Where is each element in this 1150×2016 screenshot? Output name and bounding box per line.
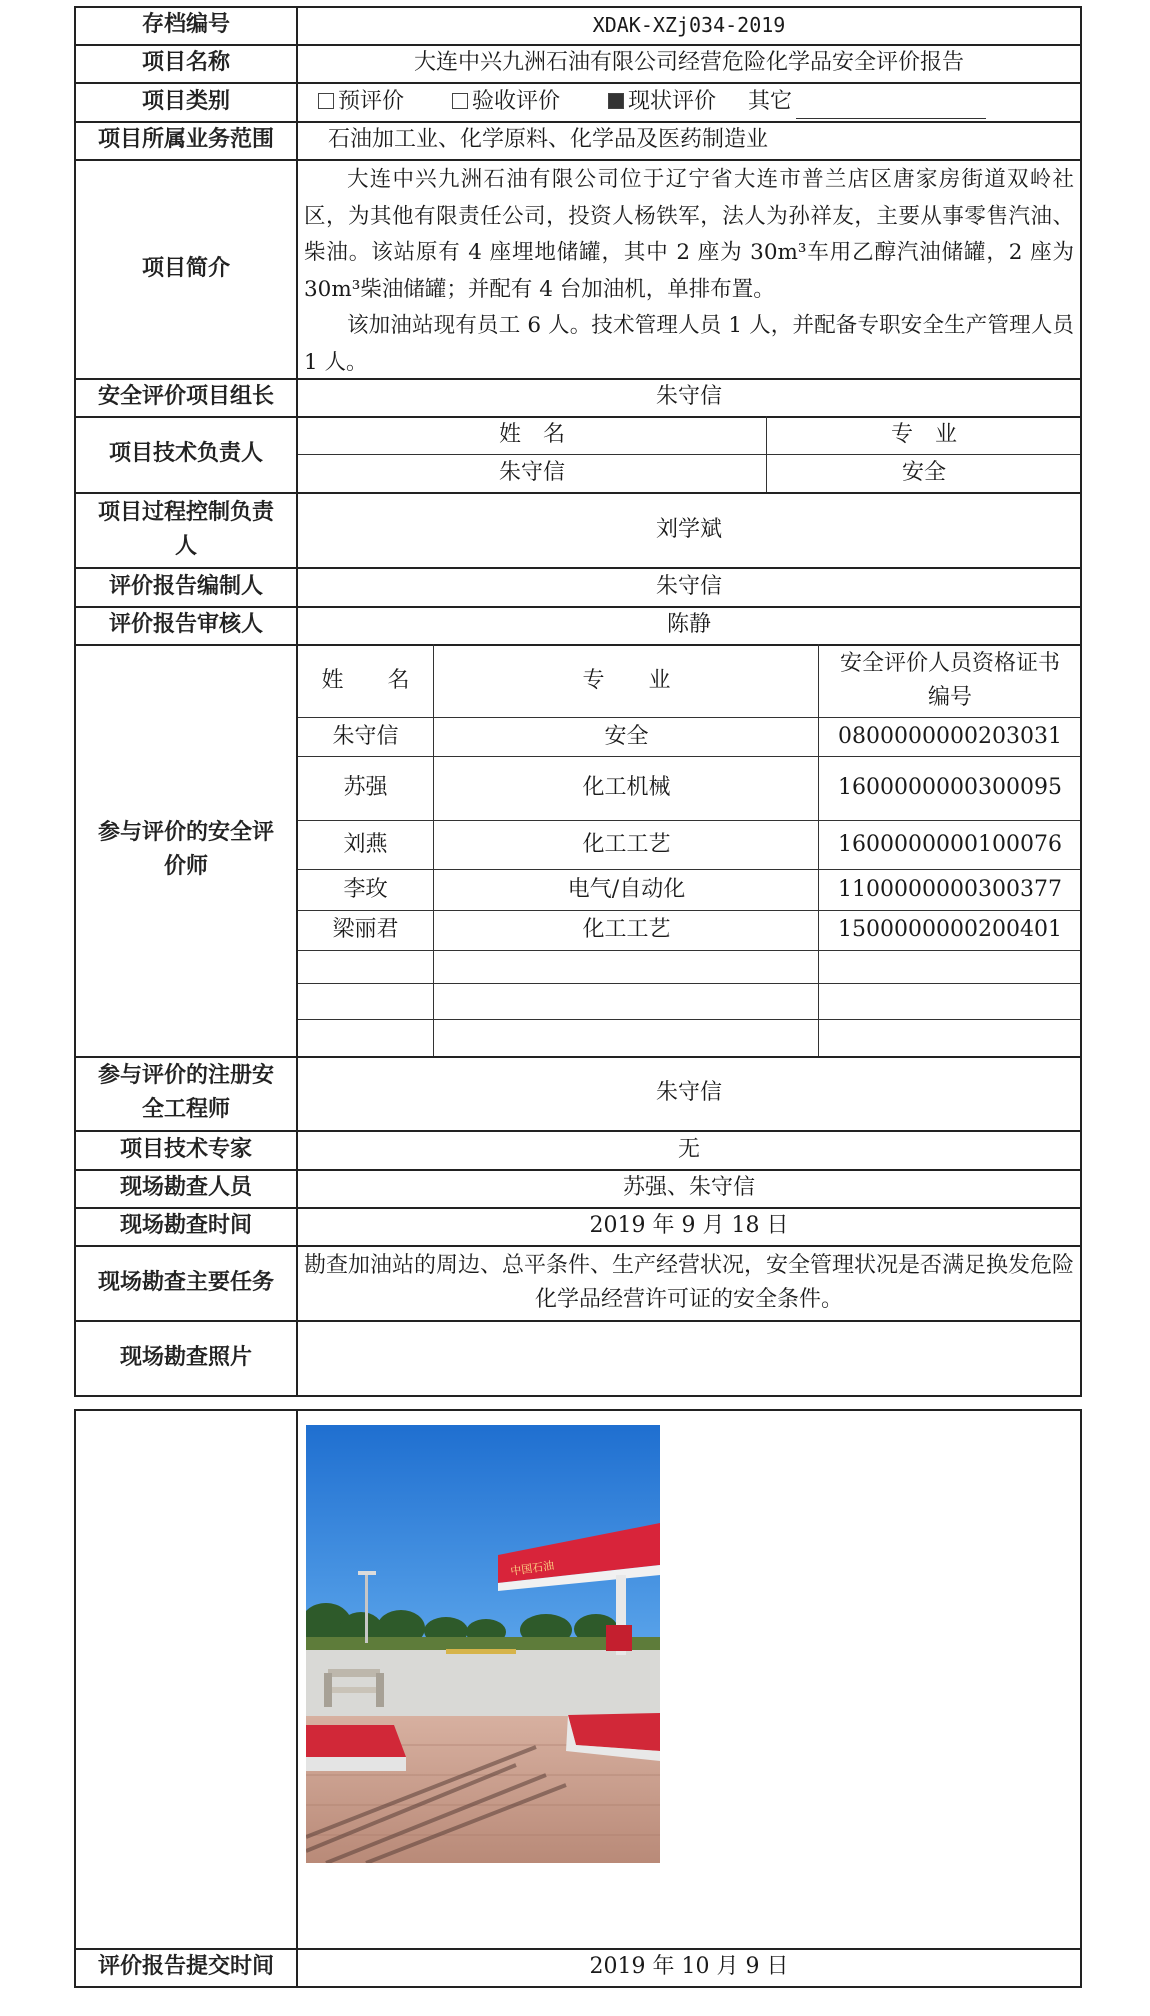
project-intro-text xyxy=(300,162,1078,381)
tech-lead-major-header: 专 业 xyxy=(890,422,957,447)
evaluator-cert: 1600000000100076 xyxy=(838,831,1062,857)
tech-lead-name: 朱守信 xyxy=(498,460,565,485)
red-island-right xyxy=(568,1713,660,1751)
reviewer-label: 评价报告审核人 xyxy=(108,612,263,637)
tech-lead-label: 项目技术负责人 xyxy=(108,441,263,466)
process-control-label: 项目过程控制负责人 xyxy=(97,499,274,559)
archive-no-value: XDAK-XZj034-2019 xyxy=(592,13,786,37)
category-acceptance-eval[interactable]: 验收评价 xyxy=(452,85,560,119)
team-leader-value: 朱守信 xyxy=(655,384,722,409)
canopy-sign-text: 中国石油 xyxy=(509,1558,555,1578)
site-task-value: 勘查加油站的周边、总平条件、生产经营状况，安全管理状况是否满足换发危险化学品经营许可证的安全条件。 xyxy=(303,1252,1074,1312)
evaluator-header-major: 专 业 xyxy=(582,667,671,693)
project-name-value: 大连中兴九洲石油有限公司经营危险化学品安全评价报告 xyxy=(413,50,964,75)
evaluator-header-name: 姓 名 xyxy=(321,667,410,693)
business-scope-label: 项目所属业务范围 xyxy=(97,127,274,152)
category-status-eval[interactable]: 现状评价 xyxy=(608,85,716,119)
other-blank-line xyxy=(796,94,986,119)
checkbox-icon xyxy=(452,93,468,109)
tech-lead-name-header: 姓 名 xyxy=(498,422,565,447)
checkbox-checked-icon xyxy=(608,93,624,109)
registered-engineer-label: 参与评价的注册安全工程师 xyxy=(97,1063,274,1122)
evaluator-cert: 0800000000203031 xyxy=(838,723,1062,749)
team-leader-label: 安全评价项目组长 xyxy=(97,384,274,409)
site-staff-label: 现场勘查人员 xyxy=(119,1175,252,1200)
evaluator-name: 梁丽君 xyxy=(332,917,399,942)
tech-expert-label: 项目技术专家 xyxy=(119,1136,252,1162)
site-photo xyxy=(306,1425,660,1863)
evaluator-name: 朱守信 xyxy=(332,723,399,749)
category-pre-eval[interactable]: 预评价 xyxy=(318,85,404,119)
evaluator-major: 电气/自动化 xyxy=(567,876,686,902)
category-other: 其它 xyxy=(748,85,986,119)
intro-paragraph-1: 大连中兴九洲石油有限公司位于辽宁省大连市普兰店区唐家房街道双岭社区，为其他有限责任公司，投资人杨铁军，法人为孙祥友，主要从事零售汽油、柴油。该站原有 4 座埋地储罐，其中 2 座为 30m³车用乙醇汽油储罐，2 座为 30m³柴油储罐；并配有 4 台加油机，单排布置。 xyxy=(304,167,1074,302)
evaluator-major: 化工机械 xyxy=(582,775,671,800)
red-island-left xyxy=(306,1725,406,1757)
evaluator-name: 苏强 xyxy=(343,775,388,800)
site-time-value: 2019 年 9 月 18 日 xyxy=(589,1213,789,1238)
evaluator-name: 刘燕 xyxy=(343,831,388,857)
evaluator-major: 安全 xyxy=(604,723,649,749)
site-task-label: 现场勘查主要任务 xyxy=(97,1269,274,1295)
tech-expert-value: 无 xyxy=(677,1136,700,1162)
archive-no-label: 存档编号 xyxy=(141,12,230,37)
evaluator-name: 李玫 xyxy=(343,876,388,902)
forecourt xyxy=(306,1650,660,1716)
compiler-label: 评价报告编制人 xyxy=(108,573,263,599)
project-category-label: 项目类别 xyxy=(141,88,230,114)
project-category-options xyxy=(298,82,1080,121)
site-time-label: 现场勘查时间 xyxy=(119,1213,252,1238)
evaluators-label: 参与评价的安全评价师 xyxy=(97,820,274,879)
project-name-label: 项目名称 xyxy=(141,50,230,75)
process-control-value: 刘学斌 xyxy=(655,516,722,542)
evaluator-header-cert: 安全评价人员资格证书编号 xyxy=(839,650,1060,710)
project-intro-label: 项目简介 xyxy=(141,255,230,281)
evaluator-cert: 1600000000300095 xyxy=(838,775,1062,800)
bench xyxy=(328,1669,380,1677)
tech-lead-major: 安全 xyxy=(901,460,946,485)
evaluator-major: 化工工艺 xyxy=(582,831,671,857)
business-scope-value: 石油加工业、化学原料、化学品及医药制造业 xyxy=(328,127,769,152)
intro-paragraph-2: 该加油站现有员工 6 人。技术管理人员 1 人，并配备专职安全生产管理人员 1 人。 xyxy=(304,313,1074,375)
site-photo-label: 现场勘查照片 xyxy=(119,1344,252,1370)
reviewer-value: 陈静 xyxy=(666,612,711,637)
compiler-value: 朱守信 xyxy=(655,573,722,599)
evaluator-cert: 1500000000200401 xyxy=(838,917,1062,942)
site-staff-value: 苏强、朱守信 xyxy=(622,1175,755,1200)
evaluator-cert: 1100000000300377 xyxy=(838,876,1062,902)
evaluator-major: 化工工艺 xyxy=(582,917,671,942)
submit-time-value: 2019 年 10 月 9 日 xyxy=(589,1954,789,1979)
registered-engineer-value: 朱守信 xyxy=(655,1080,722,1105)
checkbox-icon xyxy=(318,93,334,109)
submit-time-label: 评价报告提交时间 xyxy=(97,1954,274,1979)
site-photo-empty xyxy=(298,1320,1080,1395)
